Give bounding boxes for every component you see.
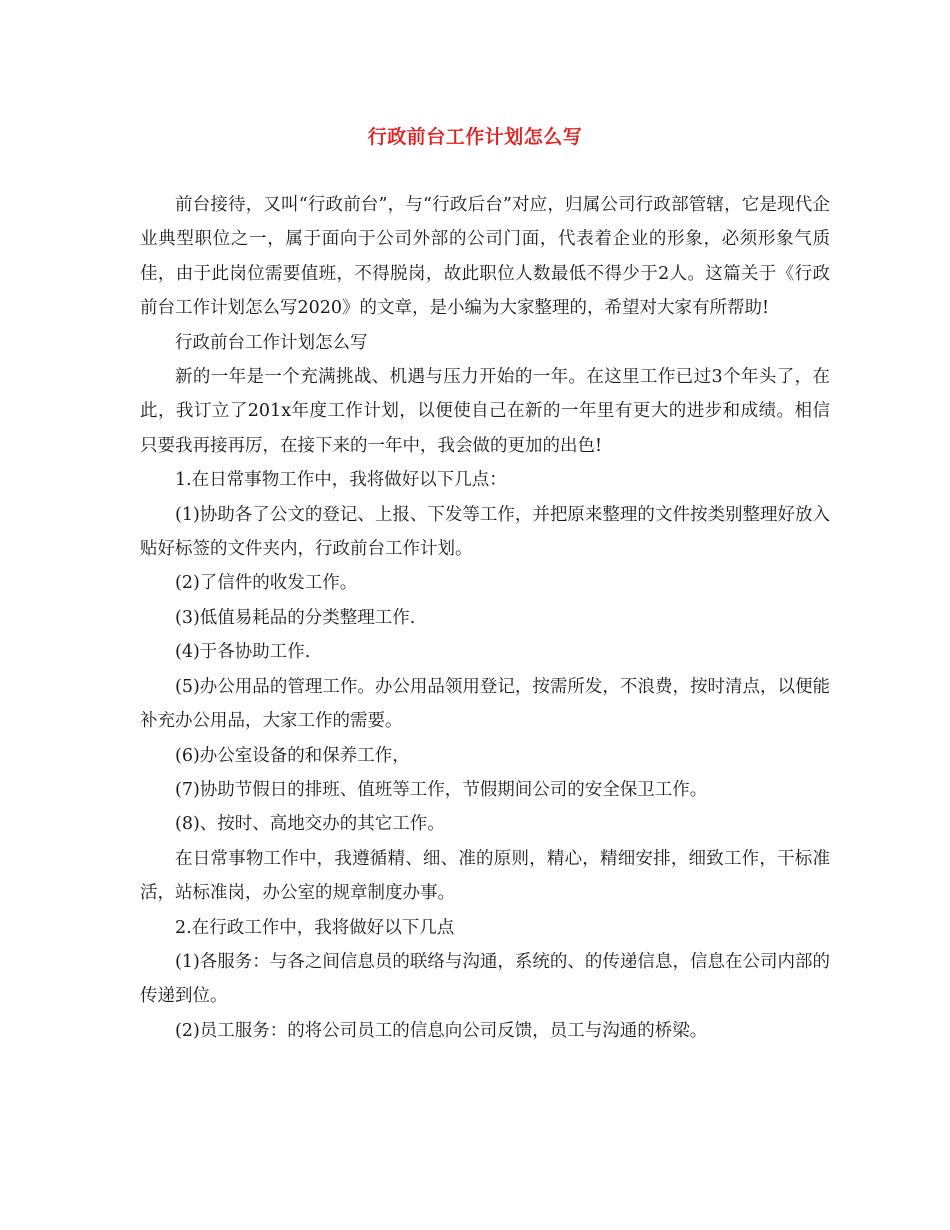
list-item: (1)协助各了公文的登记、上报、下发等工作，并把原来整理的文件按类别整理好放入贴好标签的文件夹内，行政前台工作计划。	[140, 504, 830, 560]
list-heading-2: 2.在行政工作中，我将做好以下几点	[175, 917, 455, 938]
list-item: (5)办公用品的管理工作。办公用品领用登记，按需所发，不浪费，按时清点，以便能补充办公用品，大家工作的需要。	[140, 676, 830, 732]
list-item: (8)、按时、高地交办的其它工作。	[175, 814, 445, 835]
list-item: (4)于各协助工作.	[175, 642, 311, 663]
summary-paragraph: 在日常事物工作中，我遵循精、细、准的原则，精心，精细安排，细致工作，干标准活，站标准岗，办公室的规章制度办事。	[140, 848, 830, 904]
document-body	[140, 188, 830, 1048]
list-item: (2)员工服务：的将公司员工的信息向公司反馈，员工与沟通的桥梁。	[175, 1020, 708, 1041]
list-item: (6)办公室设备的和保养工作，	[175, 745, 410, 766]
list-heading-1: 1.在日常事物工作中，我将做好以下几点：	[175, 470, 507, 491]
intro-paragraph: 前台接待，又叫“行政前台”，与“行政后台”对应，归属公司行政部管辖，它是现代企业典型职位之一，属于面向于公司外部的公司门面，代表着企业的形象，必须形象气质佳，由于此岗位需要值班，不得脱岗，故此职位人数最低不得少于2人。这篇关于《行政前台工作计划怎么写2020》的文章，是小编为大家整理的，希望对大家有所帮助!	[140, 195, 830, 319]
list-item: (3)低值易耗品的分类整理工作.	[175, 607, 416, 628]
section-heading: 行政前台工作计划怎么写	[175, 332, 368, 353]
list-item: (2)了信件的收发工作。	[175, 573, 358, 594]
document-title: 行政前台工作计划怎么写	[367, 126, 583, 148]
opening-paragraph: 新的一年是一个充满挑战、机遇与压力开始的一年。在这里工作已过3个年头了，在此，我订立了201x年度工作计划，以便使自己在新的一年里有更大的进步和成绩。相信只要我再接再厉，在接下来的一年中，我会做的更加的出色!	[140, 367, 830, 456]
list-item: (1)各服务：与各之间信息员的联络与沟通，系统的、的传递信息，信息在公司内部的传递到位。	[140, 951, 830, 1007]
list-item: (7)协助节假日的排班、值班等工作，节假期间公司的安全保卫工作。	[175, 779, 708, 800]
